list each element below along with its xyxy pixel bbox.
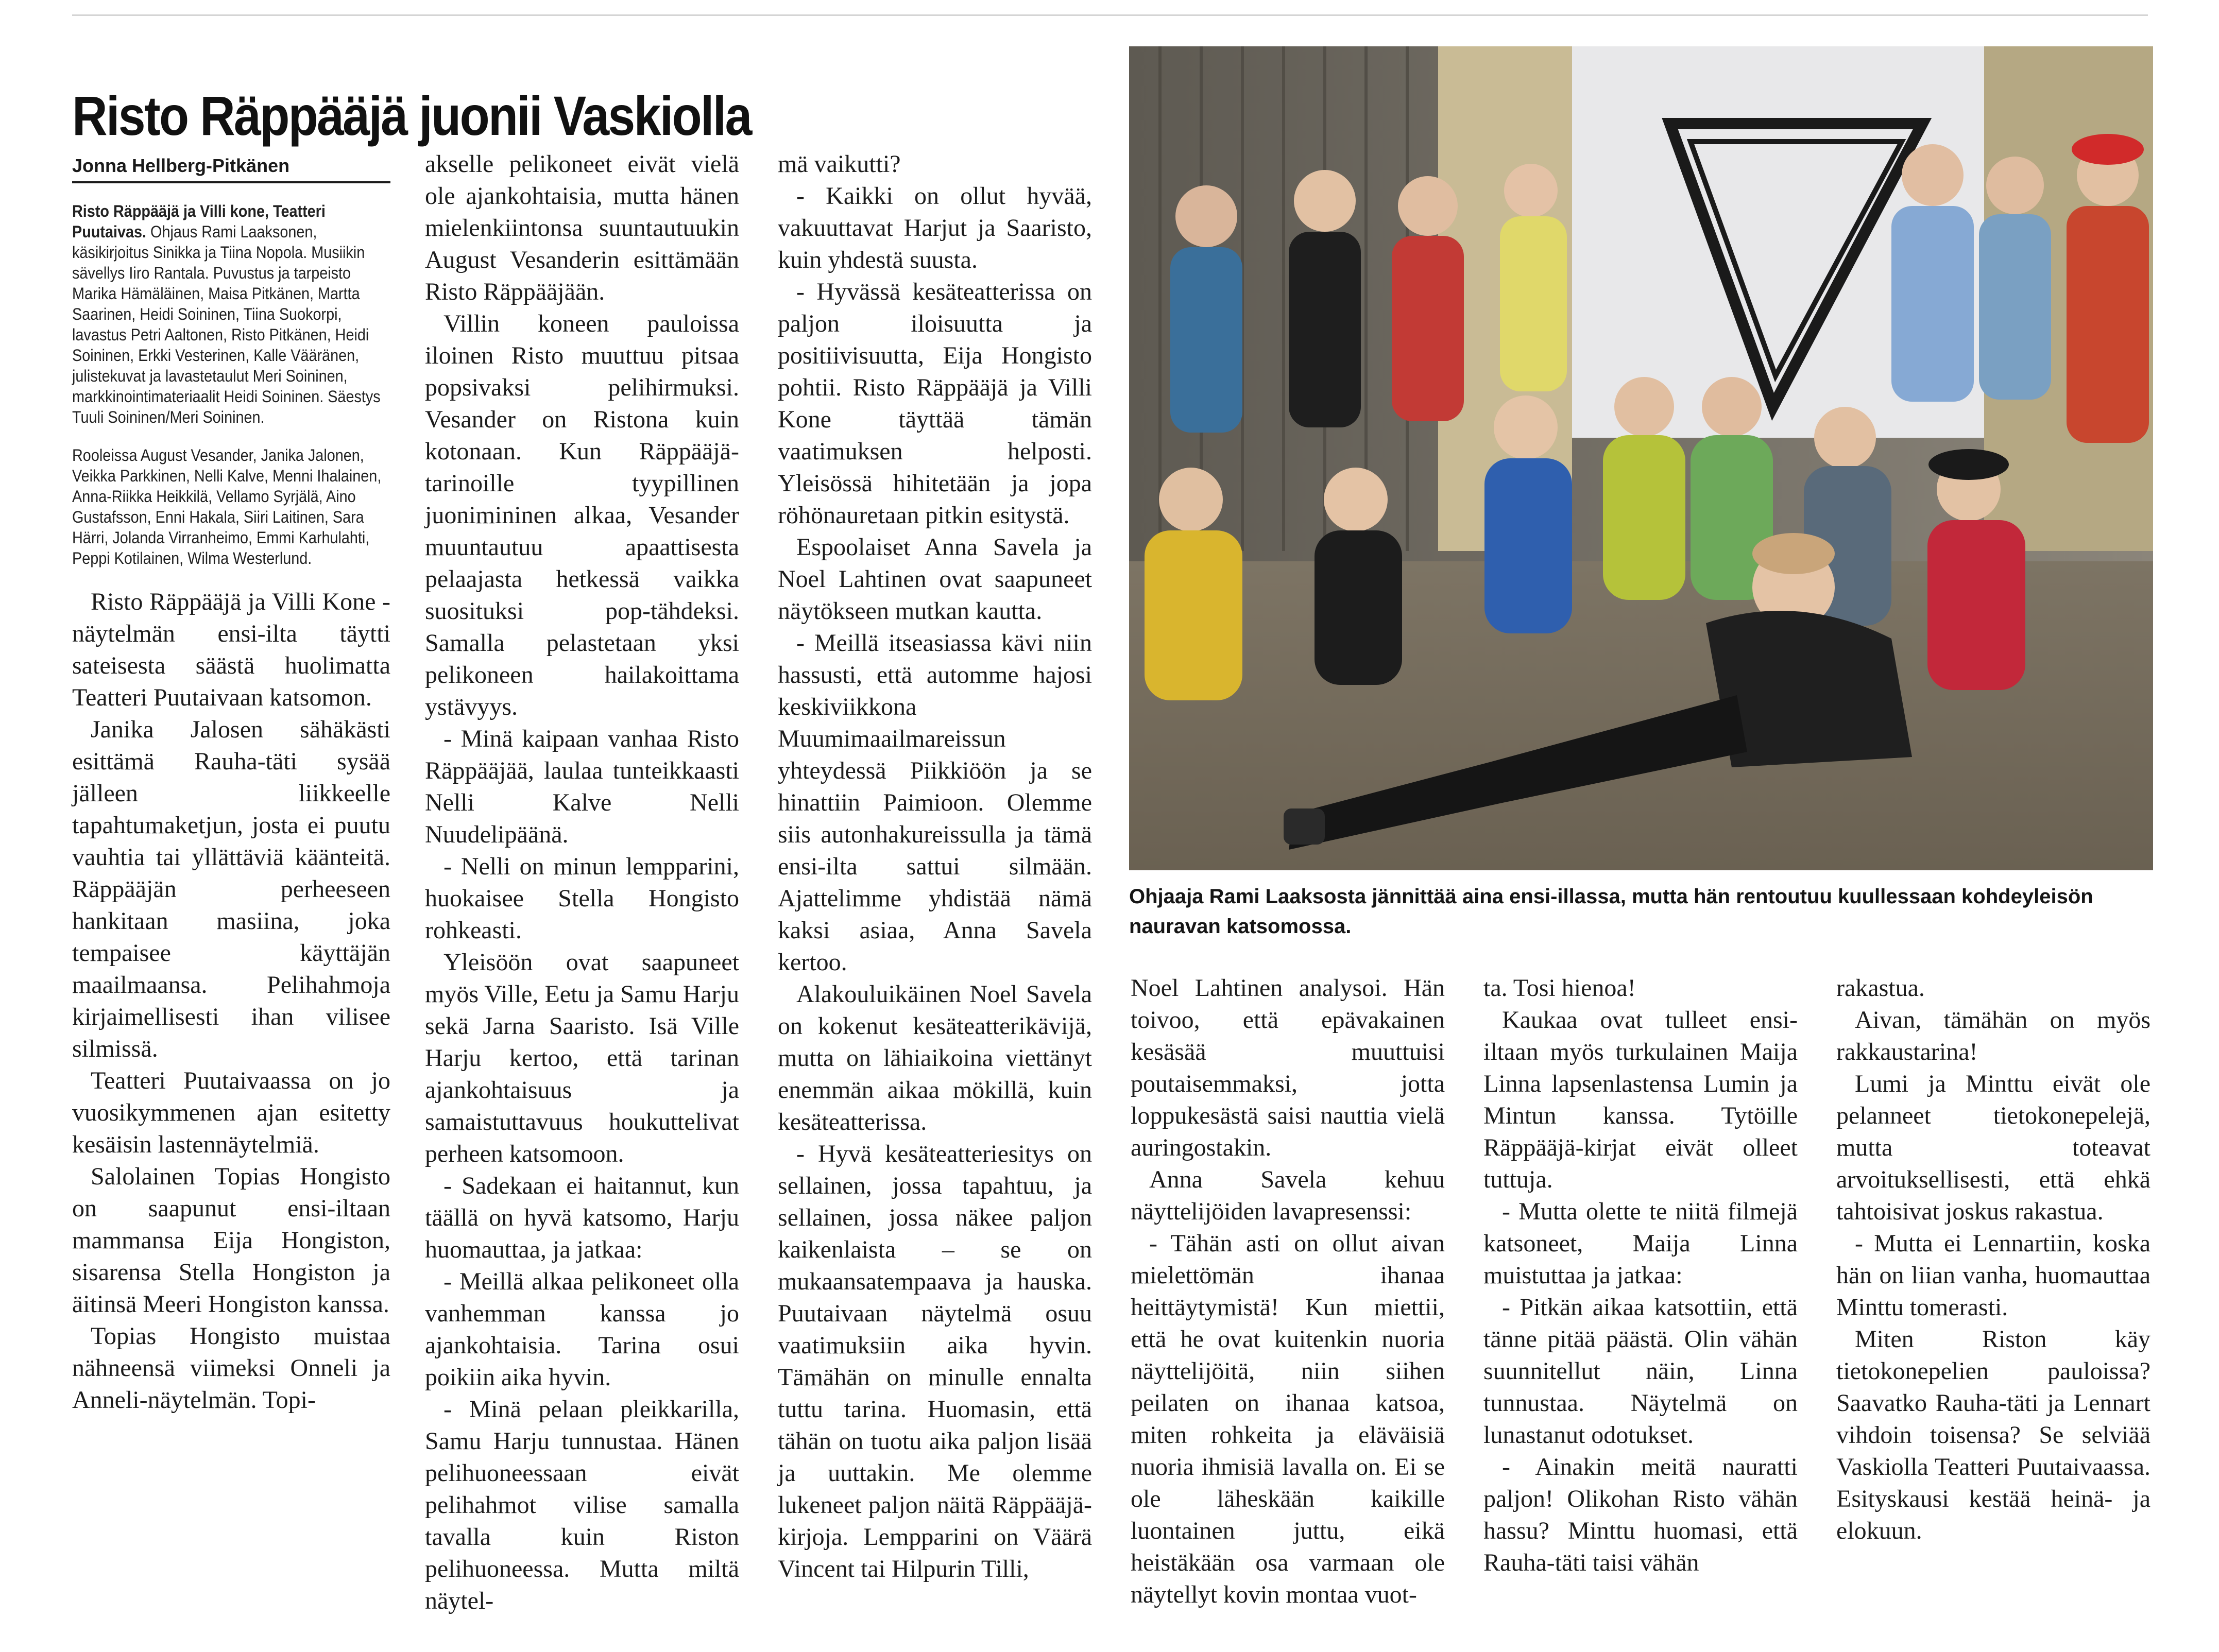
paragraph: Espoolaiset Anna Savela ja Noel Lahtinen ovat saapuneet näytökseen mutkan kautta. xyxy=(778,534,1092,625)
paragraph: - Hyvä kesäteatteriesitys on sellainen, jossa tapahtuu, ja sellainen, jossa näkee paljon kaikenlaista – se on mukaansatempaava ja hauska. Puutaivaan näytelmä osuu vaatimuksiin aika hyvin. Tämähän on minulle ennalta tuttu tarina. Huomasin, että tähän on tuotu aika paljon lisää ja uuttakin. Me olemme lukeneet paljon näitä Räppääjä-kirjoja. Lempparini on Väärä Vincent tai Hilpurin Tilli, xyxy=(778,1140,1092,1582)
paragraph: Yleisöön ovat saapuneet myös Ville, Eetu ja Samu Harju sekä Jarna Saaristo. Isä Ville Harju kertoo, että tarinan ajankohtaisuus ja samaistuttavuus houkuttelivat perheen katsomoon. xyxy=(425,949,739,1167)
column-5-body xyxy=(1483,972,1798,1579)
paragraph: - Pitkän aikaa katsottiin, että tänne pitää päästä. Olin vähän suunnitellut näin, Linna tunnustaa. Näytelmä on lunastanut odotukset. xyxy=(1483,1294,1798,1449)
paragraph: Janika Jalosen sähäkästi esittämä Rauha-täti sysää jälleen liikkeelle tapahtumaketjun, josta ei puutu vauhtia tai yllättäviä käänteitä. Räppääjän perheeseen hankitaan masiina, joka tempaisee käyttäjän maailmaansa. Pelihahmoja kirjaimellisesti ihan vilisee silmissä. xyxy=(72,716,390,1062)
paragraph: - Minä pelaan pleikkarilla, Samu Harju tunnustaa. Hänen pelihuoneessaan eivät pelihahmot vilise samalla tavalla kuin Riston pelihuoneessa. Mutta miltä näytel- xyxy=(425,1396,739,1614)
paragraph: - Kaikki on ollut hyvää, vakuuttavat Harjut ja Saaristo, kuin yhdestä suusta. xyxy=(778,182,1092,273)
paragraph: Topias Hongisto muistaa nähneensä viimeksi Onneli ja Anneli-näytelmän. Topi- xyxy=(72,1322,390,1414)
paragraph: Noel Lahtinen analysoi. Hän toivoo, että epävakainen kesäsää muuttuisi poutaisemmaksi, jotta loppukesästä saisi nauttia vielä auringostakin. xyxy=(1131,974,1445,1161)
column-2-body xyxy=(425,148,739,1617)
photo-caption: Ohjaaja Rami Laaksosta jännittää aina ensi-illassa, mutta hän rentoutuu kuullessaan kohdeyleisön nauravan katsomossa. xyxy=(1129,885,2093,938)
credits-production-text: Ohjaus Rami Laaksonen, käsikirjoitus Sinikka ja Tiina Nopola. Musiikin sävellys Iiro Rantala. Puvustus ja tarpeisto Marika Hämäläinen, Maisa Pitkänen, Martta Saarinen, Heidi Soininen, Tiina Suokorpi, lavastus Petri Aaltonen, Risto Pitkänen, Heidi Soininen, Erkki Vesterinen, Kalle Vääränen, julistekuvat ja lavastetaulut Meri Soininen, markkinointimateriaalit Heidi Soininen. Säestys Tuuli Soininen/Meri Soininen. xyxy=(72,222,381,426)
paragraph: - Ainakin meitä nauratti paljon! Olikohan Risto vähän hassu? Minttu huomasi, että Rauha-täti taisi vähän xyxy=(1483,1453,1798,1576)
article-column-5 xyxy=(1483,972,1798,1579)
headline: Risto Räppääjä juonii Vaskiolla xyxy=(72,84,751,147)
paragraph: - Hyvässä kesäteatterissa on paljon iloisuutta ja positiivisuutta, Eija Hongisto pohtii. Risto Räppääjä ja Villi Kone täyttää tämän vaatimuksen helposti. Yleisössä hihitetään ja jopa röhönauretaan pitkin esitystä. xyxy=(778,278,1092,529)
column-4-body xyxy=(1131,972,1445,1611)
paragraph: Alakouluikäinen Noel Savela on kokenut kesäteatterikävijä, mutta on lähiaikoina viettänyt enemmän aikaa mökillä, kuin kesäteatterissa. xyxy=(778,980,1092,1135)
paragraph: Lumi ja Minttu eivät ole pelanneet tietokonepelejä, mutta toteavat arvoituksellisesti, että ehkä tahtoisivat joskus rakastua. xyxy=(1836,1070,2150,1225)
paragraph: Salolainen Topias Hongisto on saapunut ensi-iltaan mammansa Eija Hongiston, sisarensa Stella Hongiston ja äitinsä Meeri Hongiston kanssa. xyxy=(72,1163,390,1318)
article-column-1 xyxy=(72,154,390,1416)
article-column-4 xyxy=(1131,972,1445,1611)
credits-box xyxy=(72,201,387,569)
paragraph: akselle pelikoneet eivät vielä ole ajankohtaisia, mutta hänen mielenkiintonsa suuntautuukin August Vesanderin esittämään Risto Räppääjään. xyxy=(425,150,739,305)
paragraph: mä vaikutti? xyxy=(778,150,901,178)
paragraph: - Mutta olette te niitä filmejä katsoneet, Maija Linna muistuttaa ja jatkaa: xyxy=(1483,1198,1798,1289)
article-photo xyxy=(1129,46,2153,870)
article-column-6 xyxy=(1836,972,2150,1547)
paragraph: - Tähän asti on ollut aivan mielettömän ihanaa heittäytymistä! Kun miettii, että he ovat kuitenkin nuoria näyttelijöitä, niin siihen peilaten on ihanaa katsoa, miten rohkeita ja eläväisiä nuoria ihmisiä lavalla on. Ei se ole läheskään kaikille luontainen juttu, eikä heistäkään osa varmaan ole näytellyt kovin montaa vuot- xyxy=(1131,1230,1445,1608)
credits-lead: Risto Räppääjä ja Villi kone, Teatteri Puutaivas. xyxy=(72,202,326,241)
column-3-body xyxy=(778,148,1092,1585)
paragraph: - Mutta ei Lennartiin, koska hän on liian vanha, huomauttaa Minttu tomerasti. xyxy=(1836,1230,2150,1321)
group-photo-illustration xyxy=(1129,46,2153,870)
paragraph: Teatteri Puutaivaassa on jo vuosikymmenen ajan esitetty kesäisin lastennäytelmiä. xyxy=(72,1067,390,1158)
article-column-2 xyxy=(425,148,739,1617)
column-6-body xyxy=(1836,972,2150,1547)
top-rule xyxy=(72,14,2148,16)
paragraph: Miten Riston käy tietokonepelien pauloissa? Saavatko Rauha-täti ja Lennart vihdoin toisensa? Se selviää Vaskiolla Teatteri Puutaivaassa. Esityskausi kestää heinä- ja elokuun. xyxy=(1836,1326,2150,1544)
byline: Jonna Hellberg-Pitkänen xyxy=(72,154,390,183)
article-column-3 xyxy=(778,148,1092,1585)
paragraph: - Minä kaipaan vanhaa Risto Räppääjää, laulaa tunteikkaasti Nelli Kalve Nelli Nuudelipäänä. xyxy=(425,725,739,848)
paragraph: Risto Räppääjä ja Villi Kone -näytelmän ensi-ilta täytti sateisesta säästä huolimatta Teatteri Puutaivaan katsomon. xyxy=(72,588,390,711)
credits-cast: Rooleissa August Vesander, Janika Jalonen, Veikka Parkkinen, Nelli Kalve, Menni Ihalainen, Anna-Riikka Heikkilä, Vellamo Syrjälä, Aino Gustafsson, Enni Hakala, Siiri Laitinen, Sara Härri, Jolanda Virranheimo, Emmi Karhulahti, Peppi Kotilainen, Wilma Westerlund. xyxy=(72,446,382,567)
paragraph: Anna Savela kehuu näyttelijöiden lavapresenssi: xyxy=(1131,1166,1445,1225)
paragraph: Kaukaa ovat tulleet ensi-iltaan myös turkulainen Maija Linna lapsenlastensa Lumin ja Mintun kanssa. Tytöille Räppääjä-kirjat eivät olleet tuttuja. xyxy=(1483,1006,1798,1193)
credits-production xyxy=(72,201,387,427)
paragraph: Aivan, tämähän on myös rakkaustarina! xyxy=(1836,1006,2150,1065)
paragraph: - Meillä itseasiassa kävi niin hassusti, että automme hajosi keskiviikkona Muumimaailmareissun yhteydessä Piikkiöön ja se hinattiin Paimioon. Olemme siis autonhakureissulla ja tämä ensi-ilta sattui silmään. Ajattelimme yhdistää nämä kaksi asiaa, Anna Savela kertoo. xyxy=(778,629,1092,976)
paragraph: ta. Tosi hienoa! xyxy=(1483,974,1636,1002)
column-1-body xyxy=(72,586,390,1416)
paragraph: - Nelli on minun lempparini, huokaisee Stella Hongisto rohkeasti. xyxy=(425,853,739,944)
paragraph: rakastua. xyxy=(1836,974,1925,1002)
paragraph: Villin koneen pauloissa iloinen Risto muuttuu pitsaa popsivaksi pelihirmuksi. Vesander on Ristona kuin kotonaan. Kun Räppääjä-tarinoille tyypillinen juonimininen alkaa, Vesander muuntautuu apaattisesta pelaajasta hetkessä vaikka suosituksi pop-tähdeksi. Samalla pelastetaan yksi pelikoneen hailakoittama ystävyys. xyxy=(425,310,739,720)
paragraph: - Meillä alkaa pelikoneet olla vanhemman kanssa jo ajankohtaisia. Tarina osui poikiin aika hyvin. xyxy=(425,1268,739,1391)
paragraph: - Sadekaan ei haitannut, kun täällä on hyvä katsomo, Harju huomauttaa, ja jatkaa: xyxy=(425,1172,739,1263)
